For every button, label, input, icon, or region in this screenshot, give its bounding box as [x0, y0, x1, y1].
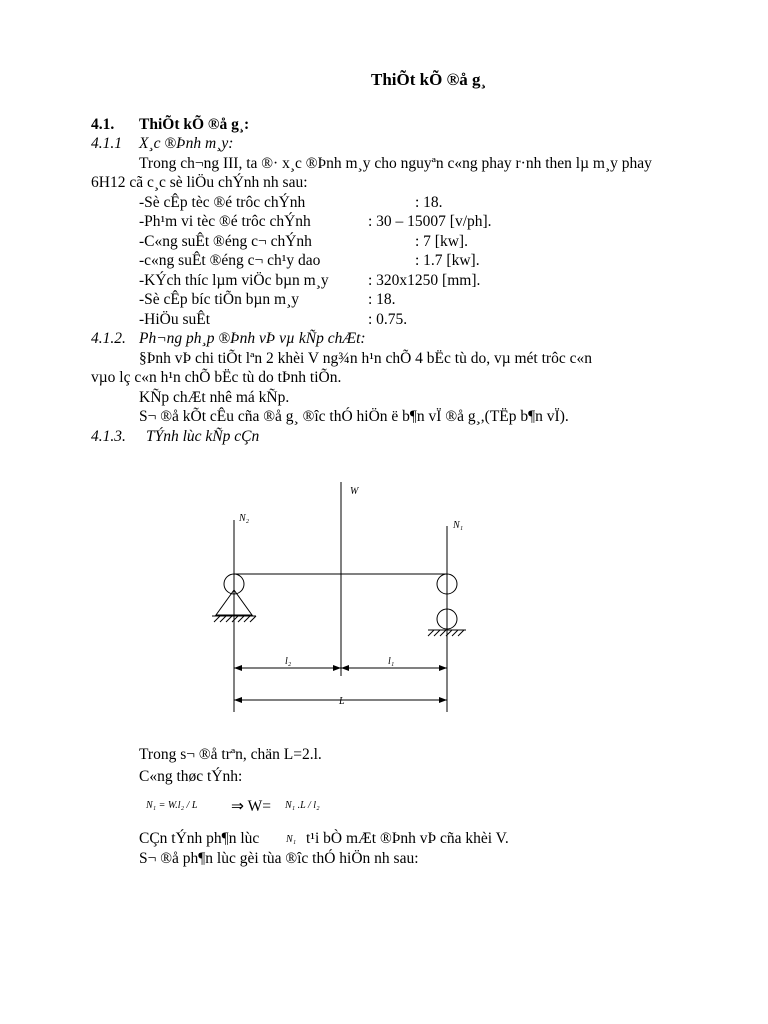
- paragraph-line-pre: CÇn tÝnh ph¶n lùc: [139, 830, 260, 847]
- paragraph-line: §Þnh vÞ chi tiÕt lªn 2 khèi V ng¾n h¹n chÕ 4 bËc tù do, vµ mét trôc c«n: [139, 350, 592, 367]
- spec-value: : 7 [kw].: [415, 233, 468, 250]
- spec-value: : 0.75.: [368, 311, 408, 328]
- right-roller-top: [437, 574, 457, 594]
- spec-label: -Ph¹m vi tèc ®é trôc chÝnh: [139, 213, 311, 230]
- paragraph-line-post: t¹i bÒ mÆt ®Þnh vÞ cña khèi V.: [306, 830, 509, 847]
- spec-value: : 1.7 [kw].: [415, 252, 480, 269]
- formula-arrow: ⇒ W=: [231, 798, 271, 815]
- spec-value: : 18.: [415, 194, 443, 211]
- spec-label: -c«ng suÊt ®éng c¬ ch¹y dao: [139, 252, 321, 269]
- formula-left: N₁ = W.l₂ / L: [146, 800, 198, 811]
- formula-right: N₁ .L / l₂: [285, 800, 320, 811]
- paragraph-line: Trong ch¬ng III, ta ®· x¸c ®Þnh m¸y cho nguyªn c«ng phay r·nh then lµ m¸y phay: [139, 155, 652, 172]
- paragraph-line: KÑp chÆt nhê má kÑp.: [139, 389, 290, 406]
- paragraph-line: 6H12 cã c¸c sè liÖu chÝnh nh sau:: [91, 174, 308, 191]
- spec-value: : 320x1250 [mm].: [368, 272, 481, 289]
- label-L: L: [339, 696, 345, 707]
- spec-label: -HiÖu suÊt: [139, 311, 211, 328]
- subsection-heading: X¸c ®Þnh m¸y:: [139, 135, 234, 152]
- spec-label: -C«ng suÊt ®éng c¬ chÝnh: [139, 233, 312, 250]
- subsection-number: 4.1.3.: [91, 428, 126, 445]
- spec-value: : 18.: [368, 291, 396, 308]
- right-roller-bottom: [437, 609, 457, 629]
- left-roller: [224, 574, 244, 594]
- paragraph-line: C«ng thøc tÝnh:: [139, 768, 243, 785]
- spec-label: -Sè cÊp bíc tiÕn bµn m¸y: [139, 291, 300, 308]
- subsection-number: 4.1.1: [91, 135, 122, 152]
- label-l2: l₂: [285, 656, 292, 667]
- spec-label: -KÝch thíc lµm viÖc bµn m¸y: [139, 272, 329, 289]
- paragraph-line: S¬ ®å kÕt cÊu cña ®å g¸ ®îc thÓ hiÖn ë b¶n vÏ ®å g¸,(TËp b¶n vÏ).: [139, 408, 569, 425]
- page-title: ThiÕt kÕ ®å g¸: [371, 70, 487, 89]
- ground-hatch-right: [428, 630, 464, 636]
- subsection-number: 4.1.2.: [91, 330, 126, 347]
- paragraph-line: vµo lç c«n h¹n chÕ bËc tù do tÞnh tiÕn.: [91, 369, 342, 386]
- subsection-heading: Ph¬ng ph¸p ®Þnh vÞ vµ kÑp chÆt:: [139, 330, 366, 347]
- spec-label: -Sè cÊp tèc ®é trôc chÝnh: [139, 194, 306, 211]
- paragraph-line: S¬ ®å ph¶n lùc gèi tùa ®îc thÓ hiÖn nh sau:: [139, 850, 419, 867]
- inline-symbol: N₁: [286, 834, 297, 845]
- section-heading: ThiÕt kÕ ®å g¸:: [139, 116, 250, 133]
- label-N2: N₂: [239, 513, 250, 524]
- subsection-heading: TÝnh lùc kÑp cÇn: [146, 428, 260, 445]
- label-N1: N₁: [453, 520, 464, 531]
- paragraph-line: Trong s¬ ®å trªn, chän L=2.l.: [139, 746, 322, 763]
- section-number: 4.1.: [91, 116, 115, 133]
- label-l1: l₁: [388, 656, 395, 667]
- ground-hatch-left: [214, 616, 256, 622]
- pin-support: [216, 590, 252, 615]
- spec-value: : 30 – 15007 [v/ph].: [368, 213, 492, 230]
- label-W: W: [350, 486, 359, 497]
